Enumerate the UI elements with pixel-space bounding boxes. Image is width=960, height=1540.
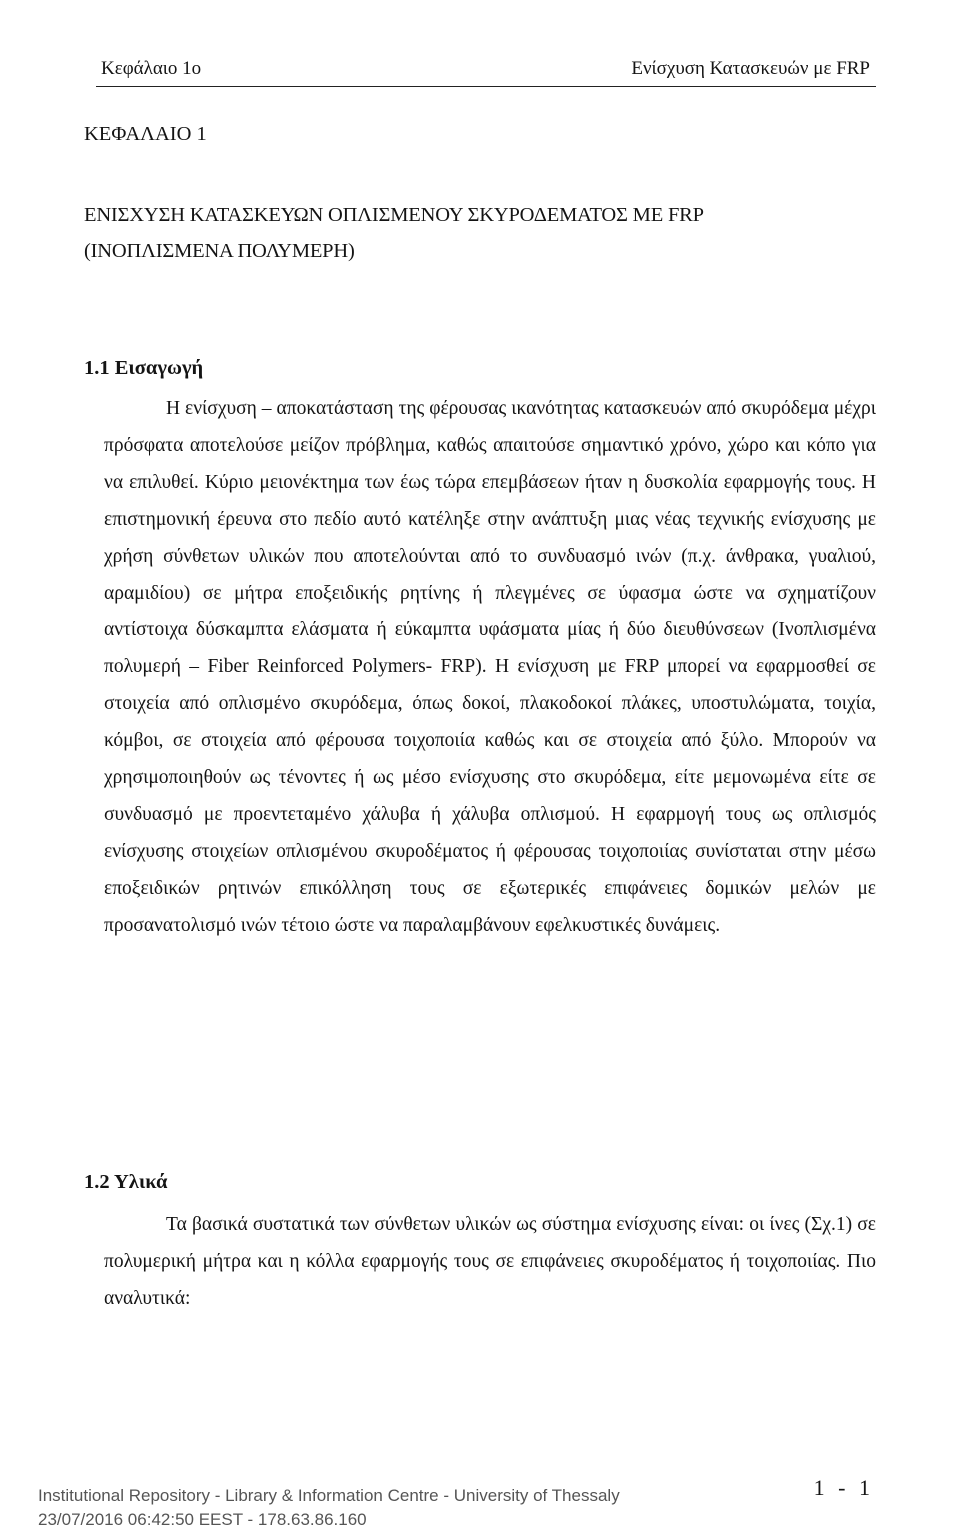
footer-repository: Institutional Repository - Library & Information Centre - University of Thessaly <box>38 1486 620 1505</box>
chapter-label: ΚΕΦΑΛΑΙΟ 1 <box>84 123 207 145</box>
running-header-title: Ενίσχυση Κατασκευών με FRP <box>631 58 870 79</box>
page-number: 1 - 1 <box>813 1475 874 1500</box>
section-heading-introduction <box>84 357 203 380</box>
chapter-title-line-2: (ΙΝΟΠΛΙΣΜΕΝΑ ΠΟΛΥΜΕΡΗ) <box>84 240 355 262</box>
running-header-chapter: Κεφάλαιο 1ο <box>101 58 202 79</box>
introduction-paragraph <box>104 391 876 945</box>
footer-timestamp: 23/07/2016 06:42:50 EEST - 178.63.86.160 <box>38 1510 367 1529</box>
section-heading-materials <box>84 1171 167 1194</box>
section-heading-text: 1.1 Εισαγωγή <box>84 357 204 379</box>
section-heading-text: 1.2 Υλικά <box>84 1171 168 1193</box>
introduction-text: Η ενίσχυση – αποκατάσταση της φέρουσας ικανότητας κατασκευών από σκυρόδεμα μέχρι πρόσφατα αποτελούσε μείζον πρόβλημα, καθώς απαιτούσε σημαντικό χρόνο, χώρο και κόπο για να επιλυθεί. Κύριο μειονέκτημα των έως τώρα επεμβάσεων ήταν η δυσκολία εφαρμογής τους. Η επιστημονική έρευνα στο πεδίο αυτό κατέληξε στην ανάπτυξη μιας νέας τεχνικής ενίσχυσης με χρήση σύνθετων υλικών που αποτελούνται από το συνδυασμό ινών (π.χ. άνθρακα, γυαλιού, αραμιδίου) σε μήτρα εποξειδικής ρητίνης ή πλεγμένες σε ύφασμα ώστε να σχηματίζουν αντίστοιχα δύσκαμπτα ελάσματα ή εύκαμπτα υφάσματα μίας ή δύο διευθύνσεων (Ινοπλισμένα πολυμερή – Fiber Reinforced Polymers- FRP). Η ενίσχυση με FRP μπορεί να εφαρμοσθεί σε στοιχεία από οπλισμένο σκυρόδεμα, όπως δοκοί, πλακοδοκοί πλάκες, υποστυλώματα, τοιχία, κόμβοι, σε στοιχεία από φέρουσα τοιχοποιία καθώς και σε στοιχεία από ξύλο. Μπορούν να χρησιμοποιηθούν ως τένοντες ή ως μέσο ενίσχυσης στο σκυρόδεμα, είτε μεμονωμένα είτε σε συνδυασμό με προεντεταμένο χάλυβα ή χάλυβα οπλισμού. Η εφαρμογή τους ως οπλισμός ενίσχυσης στοιχείων οπλισμένου σκυροδέματος ή φέρουσας τοιχοποιίας συνίσταται στην μέσω εποξειδικών ρητινών επικόλληση τους σε εξωτερικές επιφάνειες δομικών μελών με προσανατολισμό ινών τέτοιο ώστε να παραλαμβάνουν εφελκυστικές δυνάμεις. <box>104 398 877 936</box>
chapter-title-line-1: ΕΝΙΣΧΥΣΗ ΚΑΤΑΣΚΕΥΩΝ ΟΠΛΙΣΜΕΝΟΥ ΣΚΥΡΟΔΕΜΑΤΟΣ ΜΕ FRP <box>84 204 704 226</box>
materials-paragraph <box>104 1207 876 1318</box>
materials-text: Τα βασικά συστατικά των σύνθετων υλικών ως σύστημα ενίσχυσης είναι: οι ίνες (Σχ.1) σε πολυμερική μήτρα και η κόλλα εφαρμογής τους σε επιφάνειες σκυροδέματος ή τοιχοποιίας. Πιο αναλυτικά: <box>104 1214 876 1309</box>
header-divider <box>96 86 876 87</box>
